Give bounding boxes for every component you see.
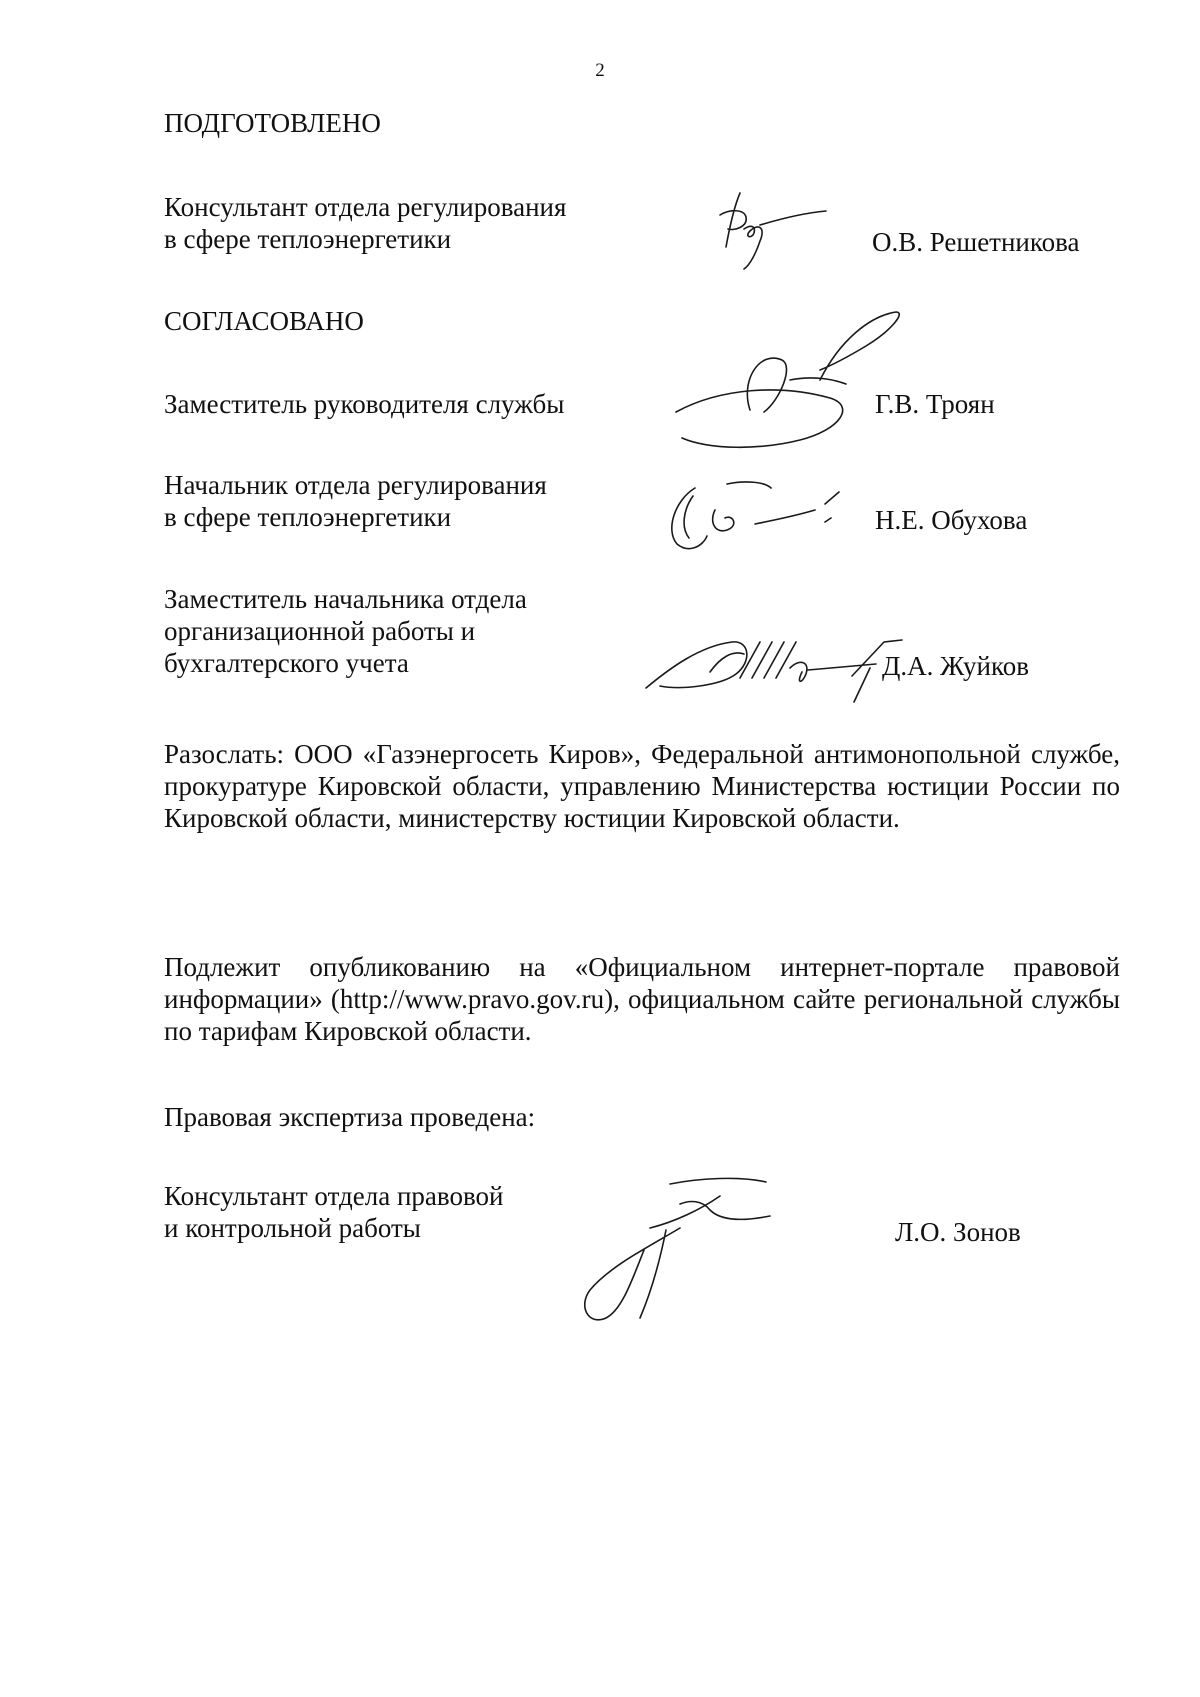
role-line: и контрольной работы xyxy=(164,1213,421,1243)
agreed-name-3: Д.А. Жуйков xyxy=(882,651,1029,681)
signature-troyan xyxy=(670,300,910,460)
legal-review-name: Л.О. Зонов xyxy=(895,1217,1021,1247)
role-line: Начальник отдела регулирования xyxy=(164,470,547,500)
role-line: в сфере теплоэнергетики xyxy=(164,224,452,254)
role-line: Заместитель руководителя службы xyxy=(164,389,565,419)
publication-text: Подлежит опубликованию на «Официальном интернет-портале правовой информации» (http://www.pravo.gov.ru), официальном сайте региональной службы по тарифам Кировской области. xyxy=(164,952,1120,1046)
prepared-role xyxy=(164,191,566,255)
legal-review-heading: Правовая экспертиза проведена: xyxy=(164,1102,536,1132)
page-number: 2 xyxy=(595,60,605,81)
role-line: Заместитель начальника отдела xyxy=(164,584,527,614)
signature-reshetnikova xyxy=(700,185,840,275)
signature-zonov xyxy=(570,1170,810,1330)
role-line: бухгалтерского учета xyxy=(164,648,409,678)
prepared-heading: ПОДГОТОВЛЕНО xyxy=(164,108,381,138)
role-line: Консультант отдела правовой xyxy=(164,1181,504,1211)
signature-obukhova xyxy=(655,470,855,560)
prepared-name: О.В. Решетникова xyxy=(872,227,1080,257)
legal-review-role xyxy=(164,1180,503,1244)
role-line: Консультант отдела регулирования xyxy=(164,192,567,222)
role-line: в сфере теплоэнергетики xyxy=(164,502,452,532)
agreed-role-2 xyxy=(164,469,547,533)
role-line: организационной работы и xyxy=(164,616,476,646)
agreed-role-1 xyxy=(164,388,564,420)
agreed-role-3 xyxy=(164,583,527,679)
agreed-name-1: Г.В. Троян xyxy=(875,389,995,419)
agreed-heading: СОГЛАСОВАНО xyxy=(164,306,364,336)
agreed-name-2: Н.Е. Обухова xyxy=(875,505,1028,535)
distribution-text: Разослать: ООО «Газэнергосеть Киров», Федеральной антимонопольной службе, прокуратуре Кировской области, управлению Министерства юстиции России по Кировской области, министерству юстиции Кировской области. xyxy=(164,739,1120,833)
signature-zhuikov xyxy=(640,628,900,708)
